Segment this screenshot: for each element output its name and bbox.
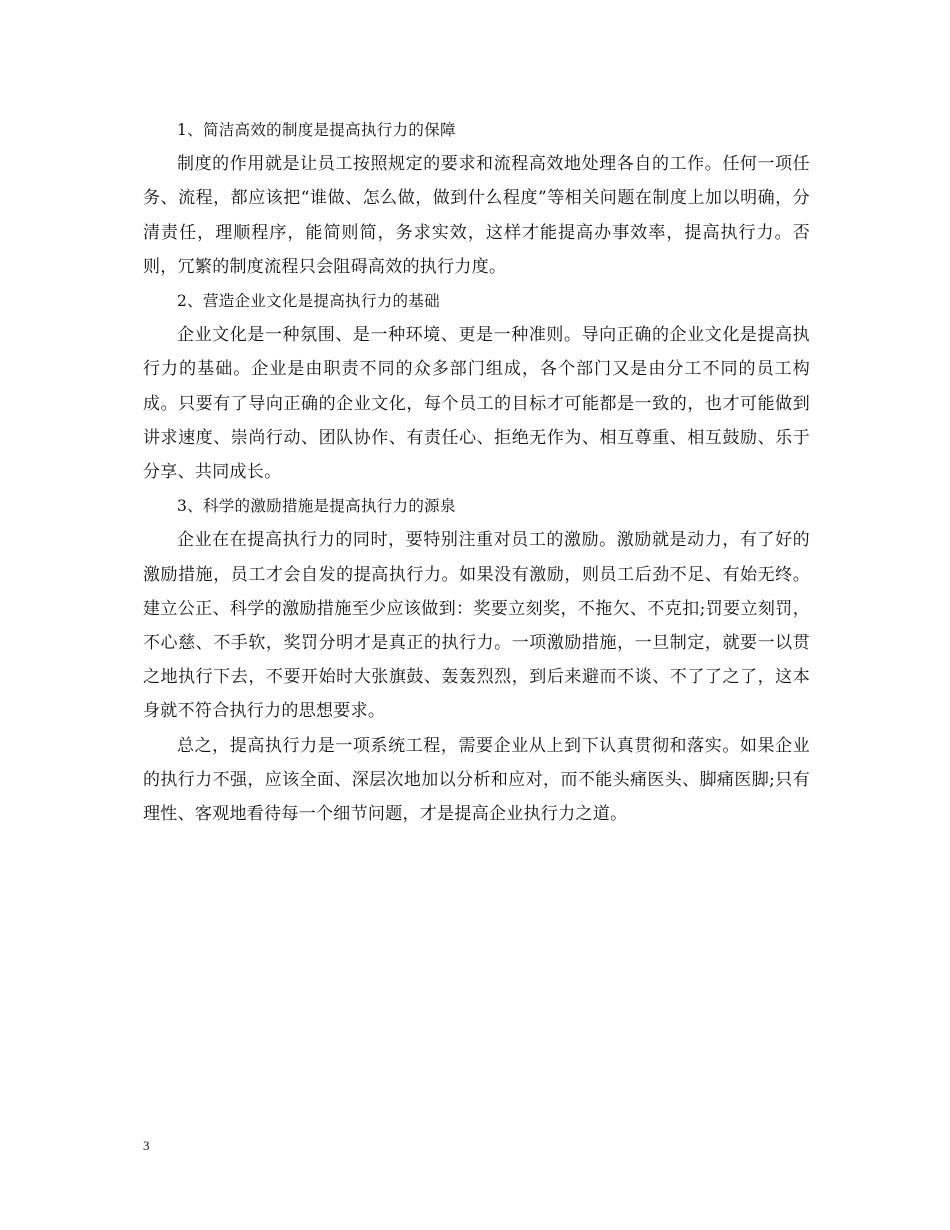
- conclusion-paragraph: 总之，提高执行力是一项系统工程，需要企业从上到下认真贯彻和落实。如果企业的执行力不强，应该全面、深层次地加以分析和应对，而不能头痛医头、脚痛医脚;只有理性、客观地看待每一个细节问题，才是提高企业执行力之道。: [143, 735, 810, 825]
- document-body: [143, 113, 810, 831]
- section-paragraph-1: 制度的作用就是让员工按照规定的要求和流程高效地处理各自的工作。任何一项任务、流程，都应该把“谁做、怎么做，做到什么程度”等相关问题在制度上加以明确，分清责任，理顺程序，能简则简，务求实效，这样才能提高办事效率，提高执行力。否则，冗繁的制度流程只会阻碍高效的执行力度。: [143, 154, 810, 277]
- section-heading-3: 3、科学的激励措施是提高执行力的源泉: [177, 497, 456, 516]
- section-heading-1: 1、简洁高效的制度是提高执行力的保障: [177, 121, 456, 139]
- section-paragraph-3: 企业在在提高执行力的同时，要特别注重对员工的激励。激励就是动力，有了好的激励措施，员工才会自发的提高执行力。如果没有激励，则员工后劲不足、有始无终。建立公正、科学的激励措施至少应该做到：奖要立刻奖，不拖欠、不克扣;罚要立刻罚，不心慈、不手软，奖罚分明才是真正的执行力。一项激励措施，一旦制定，就要一以贯之地执行下去，不要开始时大张旗鼓、轰轰烈烈，到后来避而不谈、不了了之了，这本身就不符合执行力的思想要求。: [143, 530, 810, 722]
- section-heading-2: 2、营造企业文化是提高执行力的基础: [177, 292, 440, 311]
- page-number: 3: [143, 1138, 150, 1153]
- section-paragraph-2: 企业文化是一种氛围、是一种环境、更是一种准则。导向正确的企业文化是提高执行力的基础。企业是由职责不同的众多部门组成，各个部门又是由分工不同的员工构成。只要有了导向正确的企业文化，每个员工的目标才可能都是一致的，也才可能做到讲求速度、崇尚行动、团队协作、有责任心、拒绝无作为、相互尊重、相互鼓励、乐于分享、共同成长。: [143, 325, 810, 483]
